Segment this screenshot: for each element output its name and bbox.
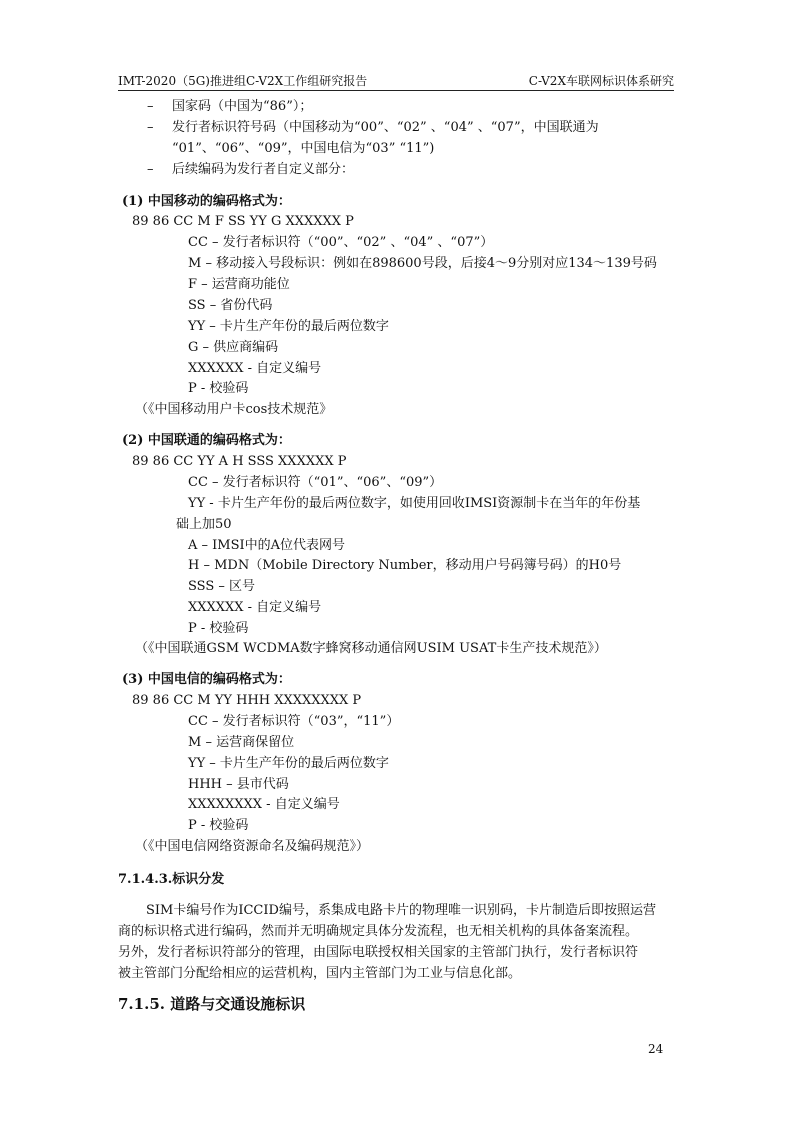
ctcc-item: P - 校验码 bbox=[188, 818, 249, 833]
paragraph-line: 被主管部门分配给相应的运营机构，国内主管部门为工业与信息化部。 bbox=[118, 966, 522, 981]
paragraph-line: SIM卡编号作为ICCID编号，系集成电路卡片的物理唯一识别码，卡片制造后即按照运营 bbox=[146, 903, 656, 918]
cmcc-item: F – 运营商功能位 bbox=[188, 277, 290, 292]
ctcc-item: HHH – 县市代码 bbox=[188, 777, 289, 792]
section-heading-715: 7.1.5. 道路与交通设施标识 bbox=[118, 995, 306, 1013]
cucc-item: P - 校验码 bbox=[188, 621, 249, 636]
header-left-title: IMT-2020（5G)推进组C-V2X工作组研究报告 bbox=[118, 74, 368, 88]
cucc-title: (2) 中国联通的编码格式为： bbox=[122, 433, 291, 448]
ctcc-reference: （《中国电信网络资源命名及编码规范》） bbox=[135, 839, 370, 854]
cmcc-format: 89 86 CC M F SS YY G XXXXXX P bbox=[132, 214, 354, 229]
ctcc-title: (3) 中国电信的编码格式为： bbox=[122, 672, 291, 687]
dash-bullet: – bbox=[147, 162, 154, 177]
cucc-reference: （《中国联通GSM WCDMA数字蜂窝移动通信网USIM USAT卡生产技术规范》） bbox=[135, 641, 607, 656]
cmcc-item: CC – 发行者标识符（“00”、“02” 、“04” 、“07”） bbox=[188, 235, 494, 250]
cucc-item: XXXXXX - 自定义编号 bbox=[188, 600, 322, 615]
cucc-item: CC – 发行者标识符（“01”、“06”、“09”） bbox=[188, 475, 443, 490]
cucc-item: YY - 卡片生产年份的最后两位数字，如使用回收IMSI资源制卡在当年的年份基 bbox=[188, 496, 641, 511]
cucc-item: H – MDN（Mobile Directory Number，移动用户号码簿号码）的H0号 bbox=[188, 558, 622, 573]
cmcc-item: G – 供应商编码 bbox=[188, 340, 279, 355]
ctcc-format: 89 86 CC M YY HHH XXXXXXXX P bbox=[132, 693, 362, 708]
cucc-item: SSS – 区号 bbox=[188, 579, 256, 594]
cucc-format: 89 86 CC YY A H SSS XXXXXX P bbox=[132, 454, 347, 469]
header-right-title: C-V2X车联网标识体系研究 bbox=[528, 74, 674, 88]
intro-item-country-code: 国家码（中国为“86”）； bbox=[172, 99, 313, 114]
dash-bullet: – bbox=[147, 120, 154, 135]
ctcc-item: YY – 卡片生产年份的最后两位数字 bbox=[188, 756, 389, 771]
cmcc-item: M – 移动接入号段标识：例如在898600号段，后接4～9分别对应134～139号码 bbox=[188, 256, 657, 271]
cucc-item: 础上加50 bbox=[176, 517, 232, 532]
cmcc-item: P - 校验码 bbox=[188, 381, 249, 396]
page-number: 24 bbox=[648, 1042, 664, 1056]
intro-item-issuer-cont: “01”、“06”、“09”，中国电信为“03” “11”) bbox=[172, 141, 435, 156]
page-header bbox=[118, 68, 674, 91]
paragraph-line: 另外，发行者标识符部分的管理，由国际电联授权相关国家的主管部门执行，发行者标识符 bbox=[118, 945, 639, 960]
cmcc-item: SS – 省份代码 bbox=[188, 298, 273, 313]
ctcc-item: XXXXXXXX - 自定义编号 bbox=[188, 797, 340, 812]
paragraph-line: 商的标识格式进行编码，然而并无明确规定具体分发流程，也无相关机构的具体备案流程。 bbox=[118, 924, 639, 939]
ctcc-item: M – 运营商保留位 bbox=[188, 735, 295, 750]
intro-item-issuer: 发行者标识符号码（中国移动为“00”、“02” 、“04” 、“07”，中国联通为 bbox=[172, 120, 599, 135]
section-heading-7143: 7.1.4.3.标识分发 bbox=[118, 872, 225, 887]
cmcc-item: XXXXXX - 自定义编号 bbox=[188, 361, 322, 376]
cmcc-item: YY – 卡片生产年份的最后两位数字 bbox=[188, 319, 389, 334]
cmcc-reference: （《中国移动用户卡cos技术规范》 bbox=[135, 402, 333, 417]
dash-bullet: – bbox=[147, 99, 154, 114]
ctcc-item: CC – 发行者标识符（“03”，“11”） bbox=[188, 714, 400, 729]
cucc-item: A – IMSI中的A位代表网号 bbox=[188, 538, 346, 553]
intro-item-custom: 后续编码为发行者自定义部分： bbox=[172, 162, 355, 177]
cmcc-title: (1) 中国移动的编码格式为： bbox=[122, 194, 291, 209]
